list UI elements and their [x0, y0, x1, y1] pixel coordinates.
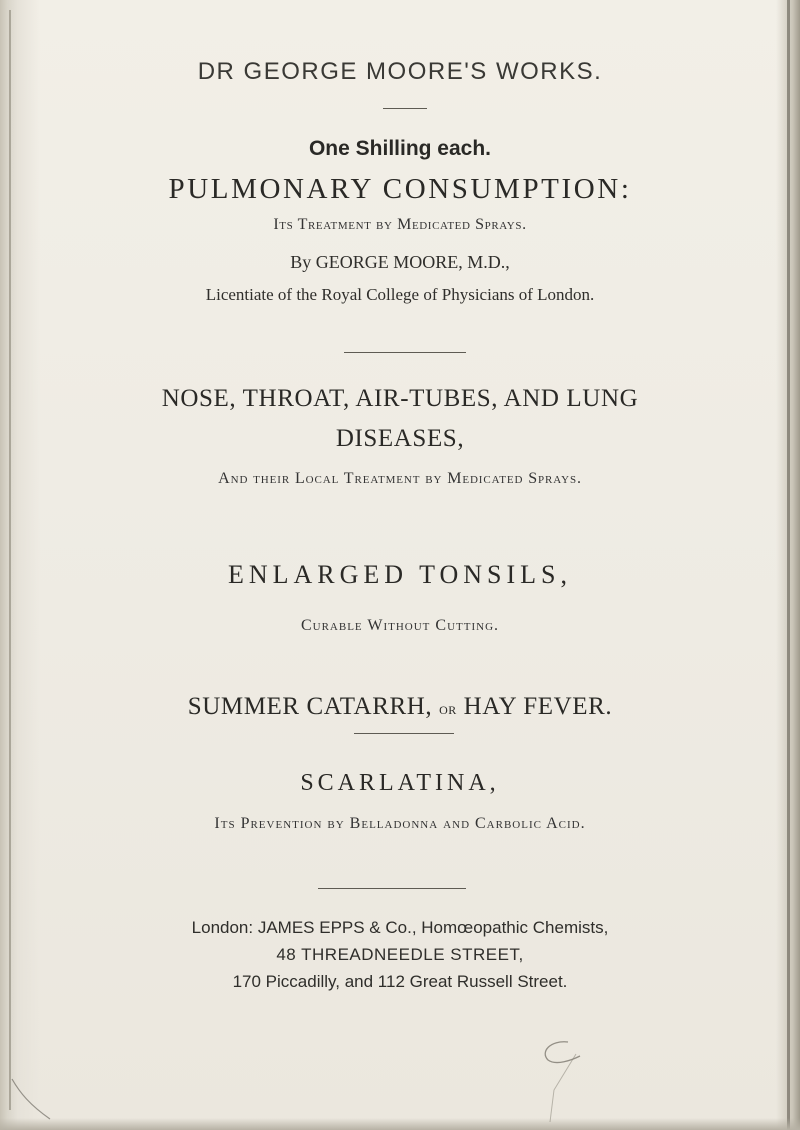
work-2-subtitle: And their Local Treatment by Medicated Sprays.: [218, 470, 582, 487]
work-2-title-line2: DISEASES,: [335, 425, 465, 452]
section-divider-3: [318, 888, 466, 889]
work-2-title-line1: NOSE, THROAT, AIR-TUBES, AND LUNG: [161, 385, 639, 412]
ink-flourish-mark: [520, 1030, 600, 1130]
header-divider: [383, 108, 427, 109]
work-4-title: [0, 693, 800, 721]
page-bottom-shadow: [0, 1118, 800, 1130]
work-5-title: SCARLATINA,: [300, 770, 500, 796]
work-5-subtitle: Its Prevention by Belladonna and Carbolic Acid.: [214, 815, 586, 832]
work-1-title: PULMONARY CONSUMPTION:: [168, 173, 632, 205]
work-4-title-part1: SUMMER CATARRH,: [187, 693, 433, 720]
work-3-title: ENLARGED TONSILS,: [227, 560, 573, 589]
page-title: DR GEORGE MOORE'S WORKS.: [197, 58, 603, 85]
section-divider-2: [354, 733, 454, 734]
work-3-subtitle: Curable Without Cutting.: [300, 617, 500, 634]
work-1-author: By GEORGE MOORE, M.D.,: [290, 252, 510, 272]
corner-pencil-mark: [10, 1075, 70, 1125]
work-1-credential: Licentiate of the Royal College of Physicians of London.: [205, 285, 595, 304]
work-4-title-part2: HAY FEVER.: [463, 693, 613, 720]
publisher-line-3: 170 Piccadilly, and 112 Great Russell Street.: [232, 972, 568, 991]
publisher-line-2: 48 THREADNEEDLE STREET,: [276, 945, 524, 964]
price-note: One Shilling each.: [308, 137, 492, 160]
publisher-line-1: London: JAMES EPPS & Co., Homœopathic Chemists,: [191, 918, 609, 937]
work-4-title-conjunction: or: [439, 699, 457, 718]
section-divider-1: [344, 352, 466, 353]
work-1-subtitle: Its Treatment by Medicated Sprays.: [273, 216, 527, 233]
